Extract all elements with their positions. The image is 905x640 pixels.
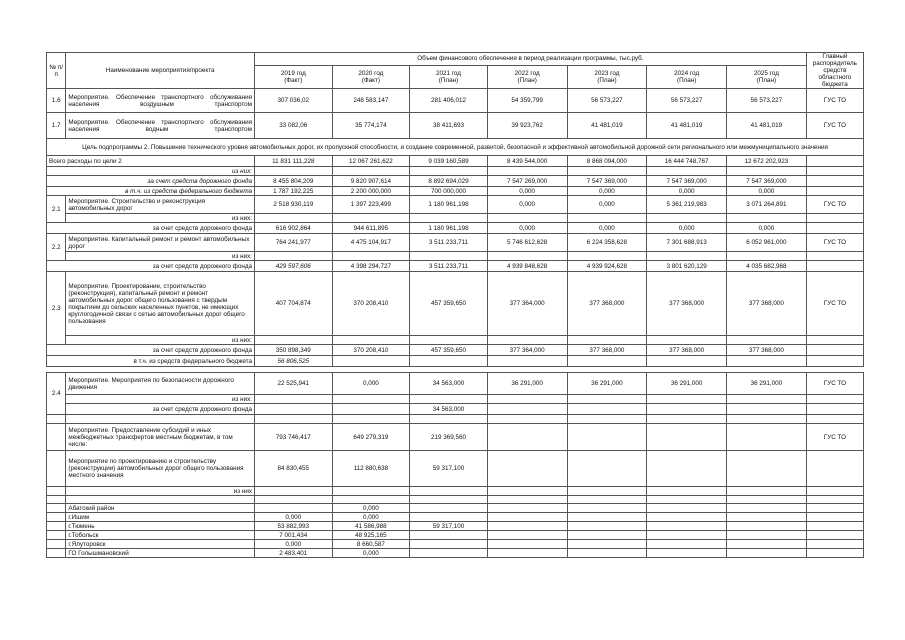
year-2022: 2022 год (План) <box>487 65 567 88</box>
table-row: за счет средств дорожного фонда 350 898,349 370 208,410 457 359,650 377 364,000 377 368,000 377 368,000 377 368,000 <box>47 345 864 356</box>
year-2021: 2021 год (План) <box>410 65 488 88</box>
list-item: г.Тобольск 7 001,434 48 925,165 <box>47 531 864 540</box>
table-row: из них: <box>47 336 864 345</box>
year-2025: 2025 год (План) <box>727 65 807 88</box>
list-item: ГО Голышмановский 2 483,401 0,000 <box>47 549 864 558</box>
table-row: Мероприятие. Предоставление субсидий и иных межбюджетных трансфертов местным бюджетам, в том числе: 793 746,417 649 279,319 219 369,560 ГУС ТО <box>47 424 864 451</box>
list-item: г.Тюмень 53 882,993 41 586,988 59 317,100 <box>47 522 864 531</box>
list-item: г.Ишим 0,000 0,000 <box>47 513 864 522</box>
table-row: 2.1 Мероприятие. Строительство и реконструкция автомобильных дорог 2 518 930,119 1 397 223,499 1 180 961,198 0,000 0,000 5 361 219,983 3 071 264,891 ГУС ТО <box>47 196 864 214</box>
finance-table <box>46 52 864 558</box>
table-row: 2.3 Мероприятие. Проектирование, строительство (реконструкция), капитальный ремонт и ремонт автомобильных дорог общего пользования с твердым покрытием до сельских населенных пунктов, не имеющих круглогодичной связи с сетью автомобильных дорог общего пользования 407 704,874 370 208,410 457 359,650 377 364,000 377 368,000 377 368,000 377 368,000 ГУС ТО <box>47 272 864 336</box>
table-row: 1.7 Мероприятие. Обеспечение транспортного обслуживания населения водным транспортом 33 082,06 35 774,174 38 411,693 39 923,762 41 481,019 41 481,019 41 481,019 ГУС ТО <box>47 113 864 139</box>
table-row: 2.4 Мероприятие. Мероприятия по безопасности дорожного движения 22 525,941 0,000 34 563,000 36 291,000 36 291,000 36 291,000 36 291,000 ГУС ТО <box>47 373 864 395</box>
table-row: в т.ч. из средств федерального бюджета 1 787 192,225 2 200 000,000 700 000,000 0,000 0,000 0,000 0,000 <box>47 187 864 196</box>
table-row: из них: <box>47 214 864 223</box>
table-row: из них: <box>47 395 864 404</box>
header-name: Наименование мероприятия/проекта <box>66 53 255 89</box>
header-num: № п/п <box>47 53 66 89</box>
header-volume: Объем финансового обеспечения в период реализации программы, тыс.руб. <box>255 53 807 66</box>
table-row: за счет средств дорожного фонда 429 597,606 4 398 294,727 3 511 233,711 4 939 848,628 4 939 924,628 3 801 620,129 4 035 682,968 <box>47 261 864 272</box>
goal-row: Цель подпрограммы 2. Повышение технического уровня автомобильных дорог, их пропускной способности, и создание современной, развитой, безопасной и эффективной автомобильной дорожной сети регионального или межмуниципального значения <box>47 139 864 156</box>
header-distributor: Главный распорядитель средств областного бюджета <box>806 53 863 89</box>
table-row: в т.ч. из средств федерального бюджета 56 806,525 <box>47 356 864 367</box>
year-2023: 2023 год (План) <box>567 65 647 88</box>
list-item: г.Ялуторовск 0,000 8 660,587 <box>47 540 864 549</box>
table-row: из них <box>47 487 864 496</box>
total-row: Всего расходы по цели 2 11 831 111,228 12 067 261,622 9 039 160,589 8 439 544,000 8 868 094,000 16 444 748,767 12 672 202,923 <box>47 156 864 167</box>
table-row: за счет средств дорожного фонда 34 563,000 <box>47 404 864 415</box>
table-row: за счет средств дорожного фонда 616 902,864 944 611,895 1 180 961,198 0,000 0,000 0,000 0,000 <box>47 223 864 234</box>
table-row: Мероприятие по проектированию и строительству (реконструкции) автомобильных дорог общего пользования местного значения 84 830,455 112 880,638 59 317,100 <box>47 451 864 487</box>
list-item: Абатский район 0,000 <box>47 504 864 513</box>
table-row: 1.6 Мероприятие. Обеспечение транспортного обслуживания населения воздушным транспортом 307 036,02 248 583,147 281 406,012 54 359,799 56 573,227 56 573,227 56 573,227 ГУС ТО <box>47 89 864 113</box>
table-row: из них: <box>47 167 864 176</box>
table-row: 2.2 Мероприятие. Капитальный ремонт и ремонт автомобильных дорог 764 241,977 4 475 104,917 3 511 233,711 5 746 612,628 6 224 358,628 7 301 688,913 6 052 961,000 ГУС ТО <box>47 234 864 252</box>
table-row: из них: <box>47 252 864 261</box>
year-2019: 2019 год (Факт) <box>255 65 333 88</box>
year-2020: 2020 год (Факт) <box>332 65 410 88</box>
year-2024: 2024 год (План) <box>647 65 727 88</box>
table-row: за счет средств дорожного фонда 8 455 804,209 9 820 907,614 8 892 694,029 7 547 269,000 7 547 369,000 7 547 369,000 7 547 369,000 <box>47 176 864 187</box>
